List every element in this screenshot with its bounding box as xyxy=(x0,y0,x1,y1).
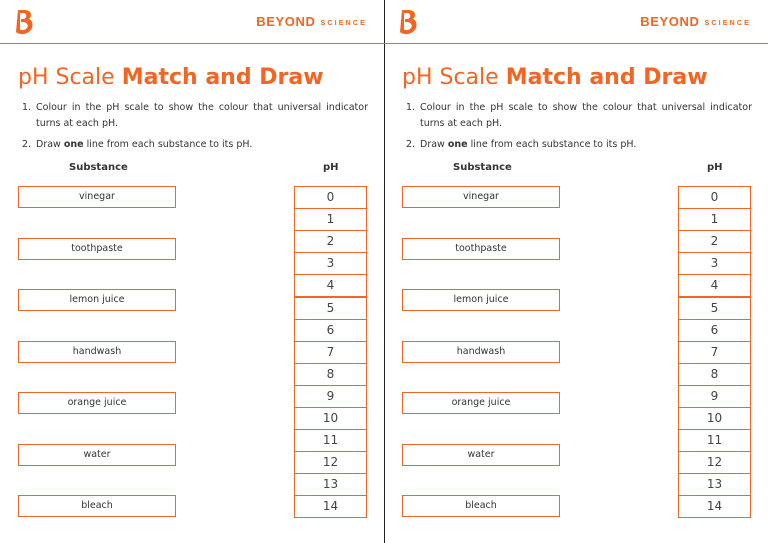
instruction-1 xyxy=(22,100,368,132)
ph-cell[interactable]: 9 xyxy=(678,385,751,408)
instruction-emphasis: one xyxy=(447,139,468,150)
substance-box[interactable]: lemon juice xyxy=(18,289,176,311)
ph-cell[interactable]: 8 xyxy=(678,363,751,386)
header-rule xyxy=(384,43,768,44)
instruction-number: 1. xyxy=(22,102,32,113)
instruction-1 xyxy=(406,100,752,132)
header-rule xyxy=(0,43,384,44)
instruction-number: 2. xyxy=(22,139,32,150)
instruction-2 xyxy=(406,137,752,153)
instruction-text xyxy=(36,137,368,153)
ph-cell[interactable]: 10 xyxy=(294,407,367,430)
ph-cell[interactable]: 4 xyxy=(294,274,367,297)
ph-cell[interactable]: 13 xyxy=(294,473,367,496)
brand-logo-icon xyxy=(398,8,420,36)
title-light: pH Scale xyxy=(402,65,499,90)
ph-cell[interactable]: 13 xyxy=(678,473,751,496)
substance-box[interactable]: bleach xyxy=(18,495,176,517)
ph-cell[interactable]: 3 xyxy=(678,252,751,275)
page-title xyxy=(18,65,324,90)
instruction-2 xyxy=(22,137,368,153)
substance-box[interactable]: toothpaste xyxy=(18,238,176,260)
instruction-text-post: line from each substance to its pH. xyxy=(470,139,637,150)
brand-name: BEYOND xyxy=(640,14,700,29)
brand-wordmark xyxy=(256,14,367,29)
instruction-number: 1. xyxy=(406,102,416,113)
brand-tagline: SCIENCE xyxy=(704,20,751,27)
substance-box[interactable]: orange juice xyxy=(402,392,560,414)
brand-name: BEYOND xyxy=(256,14,316,29)
ph-cell[interactable]: 14 xyxy=(294,495,367,518)
ph-cell[interactable]: 3 xyxy=(294,252,367,275)
substance-box[interactable]: handwash xyxy=(402,341,560,363)
title-bold: Match and Draw xyxy=(505,65,708,90)
ph-cell[interactable]: 0 xyxy=(678,186,751,209)
ph-cell[interactable]: 12 xyxy=(678,451,751,474)
ph-cell[interactable]: 7 xyxy=(294,341,367,364)
substance-box[interactable]: water xyxy=(18,444,176,466)
substance-box[interactable]: water xyxy=(402,444,560,466)
instruction-text-post: line from each substance to its pH. xyxy=(86,139,253,150)
substance-box[interactable]: handwash xyxy=(18,341,176,363)
title-light: pH Scale xyxy=(18,65,115,90)
instruction-text xyxy=(420,137,752,153)
substance-box[interactable]: vinegar xyxy=(402,186,560,208)
substance-box[interactable]: orange juice xyxy=(18,392,176,414)
ph-cell[interactable]: 12 xyxy=(294,451,367,474)
ph-cell[interactable]: 0 xyxy=(294,186,367,209)
instruction-text: Colour in the pH scale to show the colour that universal indicator turns at each pH. xyxy=(420,102,752,129)
ph-cell[interactable]: 10 xyxy=(678,407,751,430)
ph-cell[interactable]: 8 xyxy=(294,363,367,386)
page-title xyxy=(402,65,708,90)
ph-cell[interactable]: 2 xyxy=(294,230,367,253)
substance-box[interactable]: bleach xyxy=(402,495,560,517)
ph-cell[interactable]: 2 xyxy=(678,230,751,253)
brand-logo-icon xyxy=(14,8,36,36)
substance-box[interactable]: toothpaste xyxy=(402,238,560,260)
substance-column-header: Substance xyxy=(69,162,128,173)
brand-wordmark xyxy=(640,14,751,29)
brand-tagline: SCIENCE xyxy=(320,20,367,27)
instruction-number: 2. xyxy=(406,139,416,150)
ph-cell[interactable]: 6 xyxy=(678,319,751,342)
ph-cell[interactable]: 5 xyxy=(294,297,367,320)
substance-column-header: Substance xyxy=(453,162,512,173)
ph-cell[interactable]: 5 xyxy=(678,297,751,320)
worksheet-right xyxy=(384,0,768,543)
instruction-text: Colour in the pH scale to show the colour that universal indicator turns at each pH. xyxy=(36,102,368,129)
ph-cell[interactable]: 7 xyxy=(678,341,751,364)
ph-cell[interactable]: 6 xyxy=(294,319,367,342)
ph-column-header: pH xyxy=(707,162,723,173)
ph-cell[interactable]: 14 xyxy=(678,495,751,518)
ph-cell[interactable]: 11 xyxy=(294,429,367,452)
ph-column-header: pH xyxy=(323,162,339,173)
instruction-text-pre: Draw xyxy=(36,139,61,150)
ph-cell[interactable]: 1 xyxy=(294,208,367,231)
instruction-emphasis: one xyxy=(63,139,84,150)
substance-box[interactable]: vinegar xyxy=(18,186,176,208)
ph-cell[interactable]: 1 xyxy=(678,208,751,231)
instruction-text-pre: Draw xyxy=(420,139,445,150)
ph-cell[interactable]: 9 xyxy=(294,385,367,408)
ph-cell[interactable]: 4 xyxy=(678,274,751,297)
title-bold: Match and Draw xyxy=(121,65,324,90)
ph-cell[interactable]: 11 xyxy=(678,429,751,452)
substance-box[interactable]: lemon juice xyxy=(402,289,560,311)
